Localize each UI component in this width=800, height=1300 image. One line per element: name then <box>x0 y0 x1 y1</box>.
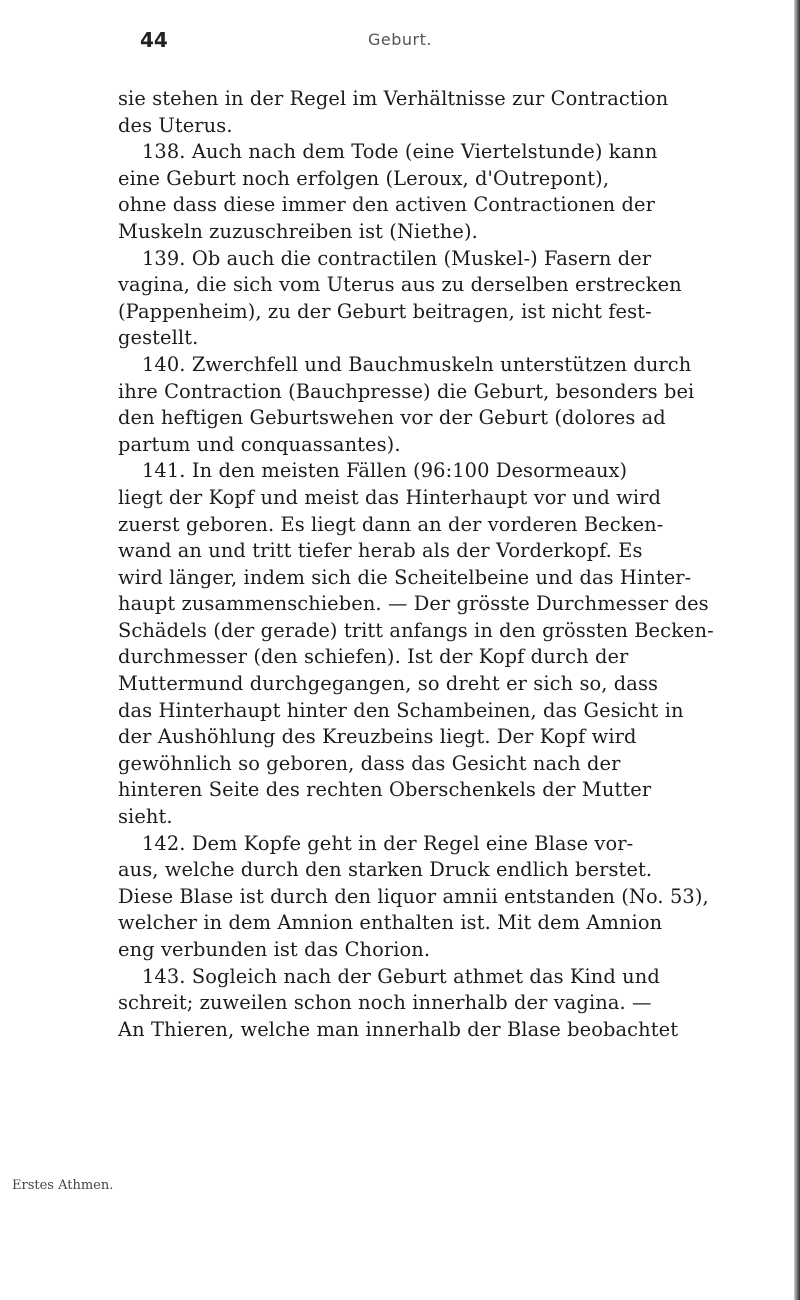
text-line: des Uterus. <box>118 113 233 137</box>
text-line: partum und conquassantes). <box>118 432 401 456</box>
text-line: durchmesser (den schiefen). Ist der Kopf durch der <box>118 645 629 669</box>
text-line: (Pappenheim), zu der Geburt beitragen, ist nicht fest- <box>118 299 652 323</box>
text-line: der Aushöhlung des Kreuzbeins liegt. Der Kopf wird <box>118 725 637 749</box>
page-header <box>0 28 800 58</box>
text-line: 140. Zwerchfell und Bauchmuskeln unterstützen durch <box>142 352 692 376</box>
text-line: Diese Blase ist durch den liquor amnii entstanden (No. 53), <box>118 884 709 908</box>
text-line: schreit; zuweilen schon noch innerhalb der vagina. — <box>118 991 652 1015</box>
text-line: vagina, die sich vom Uterus aus zu derselben erstrecken <box>118 273 682 297</box>
running-head: Geburt. <box>368 30 432 49</box>
text-line: gewöhnlich so geboren, dass das Gesicht nach der <box>118 751 621 775</box>
text-line: gestellt. <box>118 326 199 350</box>
text-line: Muttermund durchgegangen, so dreht er sich so, dass <box>118 672 659 696</box>
text-line: liegt der Kopf und meist das Hinterhaupt vor und wird <box>118 485 662 509</box>
text-line: sie stehen in der Regel im Verhältnisse zur Contraction <box>118 87 669 110</box>
text-line: 143. Sogleich nach der Geburt athmet das Kind und <box>142 964 660 988</box>
text-line: 139. Ob auch die contractilen (Muskel-) Fasern der <box>142 246 652 270</box>
text-line: eng verbunden ist das Chorion. <box>118 938 431 961</box>
page-edge-shadow <box>794 0 800 1300</box>
text-line: eine Geburt noch erfolgen (Leroux, d'Outrepont), <box>118 166 610 190</box>
text-line: wird länger, indem sich die Scheitelbeine und das Hinter- <box>118 565 692 589</box>
text-line: den heftigen Geburtswehen vor der Geburt (dolores ad <box>118 406 666 430</box>
text-line: hinteren Seite des rechten Oberschenkels der Mutter <box>118 778 652 802</box>
text-line: 142. Dem Kopfe geht in der Regel eine Blase vor- <box>142 831 634 855</box>
margin-note: Erstes Athmen. <box>12 1178 114 1193</box>
text-line: Muskeln zuzuschreiben ist (Niethe). <box>118 219 478 243</box>
text-line: ohne dass diese immer den activen Contractionen der <box>118 193 655 217</box>
text-line: Schädels (der gerade) tritt anfangs in den grössten Becken- <box>118 618 714 642</box>
text-line: wand an und tritt tiefer herab als der Vorderkopf. Es <box>118 539 643 563</box>
text-line: ihre Contraction (Bauchpresse) die Geburt, besonders bei <box>118 379 695 403</box>
text-line: aus, welche durch den starken Druck endlich berstet. <box>118 858 653 882</box>
text-line: haupt zusammenschieben. — Der grösste Durchmesser des <box>118 592 709 616</box>
body-text <box>118 86 790 1043</box>
page-number: 44 <box>140 28 168 52</box>
text-line: 138. Auch nach dem Tode (eine Viertelstunde) kann <box>142 140 658 164</box>
text-line: das Hinterhaupt hinter den Schambeinen, das Gesicht in <box>118 698 684 722</box>
text-line: zuerst geboren. Es liegt dann an der vorderen Becken- <box>118 512 664 536</box>
text-line: sieht. <box>118 805 173 829</box>
text-line: 141. In den meisten Fällen (96:100 Desormeaux) <box>142 459 628 483</box>
text-line: An Thieren, welche man innerhalb der Blase beobachtet <box>118 1017 679 1041</box>
text-line: welcher in dem Amnion enthalten ist. Mit dem Amnion <box>118 911 663 935</box>
